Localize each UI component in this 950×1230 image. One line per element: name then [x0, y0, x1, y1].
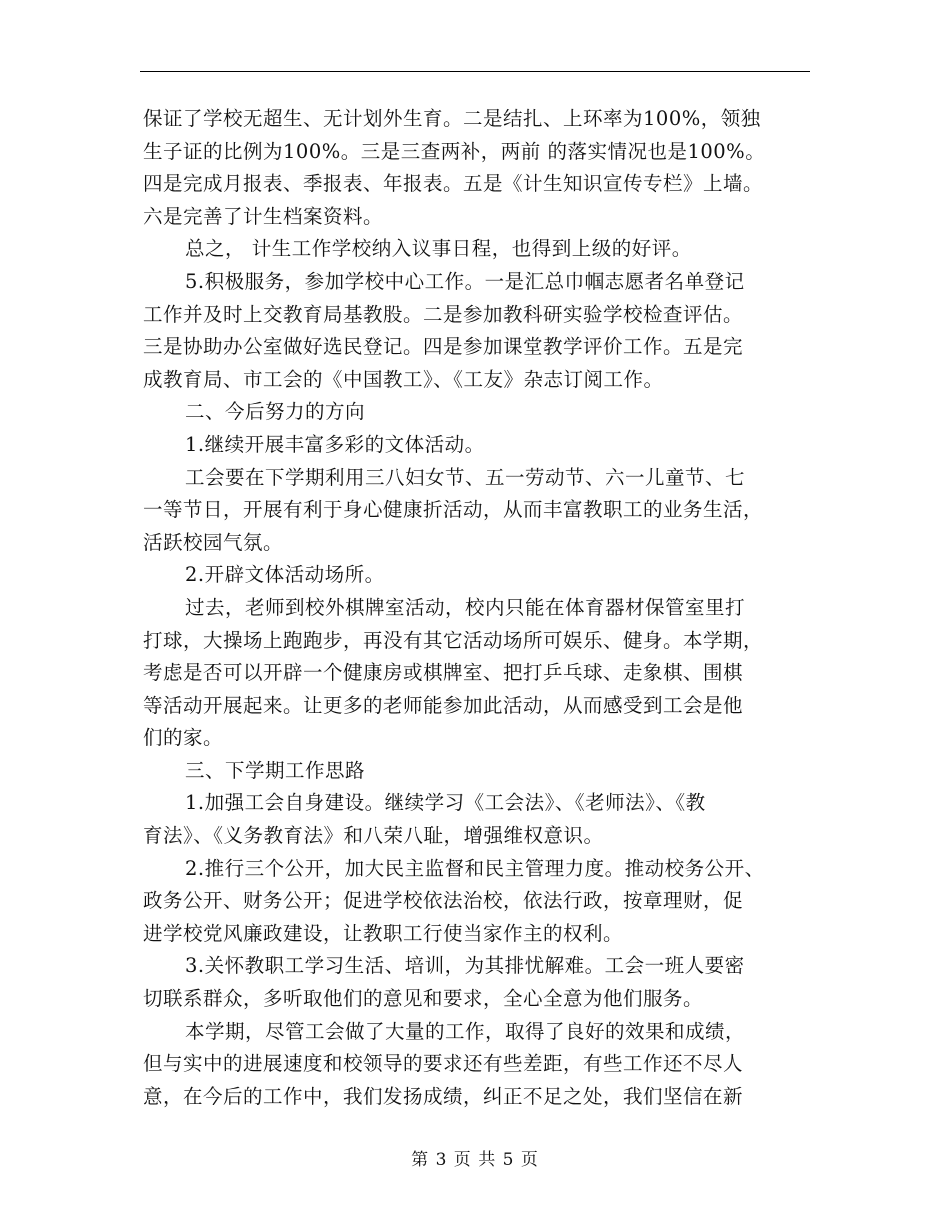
text-line: 政务公开、财务公开；促进学校依法治校，依法行政，按章理财，促	[143, 889, 744, 913]
page-number-footer: 第 3 页 共 5 页	[411, 1150, 539, 1170]
text-line: 们的家。	[143, 726, 224, 750]
text-line: 六是完善了计生档案资料。	[143, 204, 384, 228]
text-line: 切联系群众，多听取他们的意见和要求，全心全意为他们服务。	[143, 987, 704, 1011]
text-line: 1.加强工会自身建设。继续学习《工会法》、《老师法》、《教	[185, 791, 706, 815]
text-line: 一等节日，开展有利于身心健康折活动，从而丰富教职工的业务生活，	[143, 498, 764, 522]
text-line: 1.继续开展丰富多彩的文体活动。	[185, 432, 485, 456]
text-line: 等活动开展起来。让更多的老师能参加此活动，从而感受到工会是他	[143, 693, 744, 717]
text-line: 工会要在下学期利用三八妇女节、五一劳动节、六一儿童节、七	[185, 465, 746, 489]
text-line: 3.关怀教职工学习生活、培训，为其排忧解难。工会一班人要密	[185, 954, 745, 978]
text-line: 但与实中的进展速度和校领导的要求还有些差距，有些工作还不尽人	[143, 1052, 744, 1076]
text-line: 5.积极服务，参加学校中心工作。一是汇总巾帼志愿者名单登记	[185, 269, 745, 293]
text-line: 保证了学校无超生、无计划外生育。二是结扎、上环率为100%，领独	[143, 107, 761, 130]
text-line: 活跃校园气氛。	[143, 530, 284, 554]
text-line: 三、下学期工作思路	[185, 758, 366, 782]
text-line: 考虑是否可以开辟一个健康房或棋牌室、把打乒乓球、走象棋、围棋	[143, 661, 744, 685]
text-line: 二、今后努力的方向	[185, 400, 366, 424]
text-line: 育法》、《义务教育法》和八荣八耻，增强维权意识。	[143, 824, 604, 848]
text-line: 2.推行三个公开，加大民主监督和民主管理力度。推动校务公开、	[185, 856, 765, 880]
header-rule	[140, 71, 810, 72]
text-line: 意，在今后的工作中，我们发扬成绩，纠正不足之处，我们坚信在新	[143, 1084, 744, 1108]
text-line: 过去，老师到校外棋牌室活动，校内只能在体育器材保管室里打	[185, 595, 746, 619]
text-line: 成教育局、市工会的《中国教工》、《工友》杂志订阅工作。	[143, 367, 664, 391]
text-line: 本学期，尽管工会做了大量的工作，取得了良好的效果和成绩，	[185, 1019, 746, 1043]
text-line: 进学校党风廉政建设，让教职工行使当家作主的权利。	[143, 921, 624, 945]
text-line: 生子证的比例为100%。三是三查两补，两前 的落实情况也是100%。	[143, 139, 766, 163]
text-line: 工作并及时上交教育局基教股。二是参加教科研实验学校检查评估。	[143, 302, 744, 326]
text-line: 总之， 计生工作学校纳入议事日程，也得到上级的好评。	[185, 237, 692, 261]
document-body	[143, 103, 811, 1113]
text-line: 三是协助办公室做好选民登记。四是参加课堂教学评价工作。五是完	[143, 335, 744, 359]
text-line: 四是完成月报表、季报表、年报表。五是《计生知识宣传专栏》上墙。	[143, 172, 764, 196]
text-line: 打球，大操场上跑跑步，再没有其它活动场所可娱乐、健身。本学期，	[143, 628, 764, 652]
text-line: 2.开辟文体活动场所。	[185, 563, 385, 587]
